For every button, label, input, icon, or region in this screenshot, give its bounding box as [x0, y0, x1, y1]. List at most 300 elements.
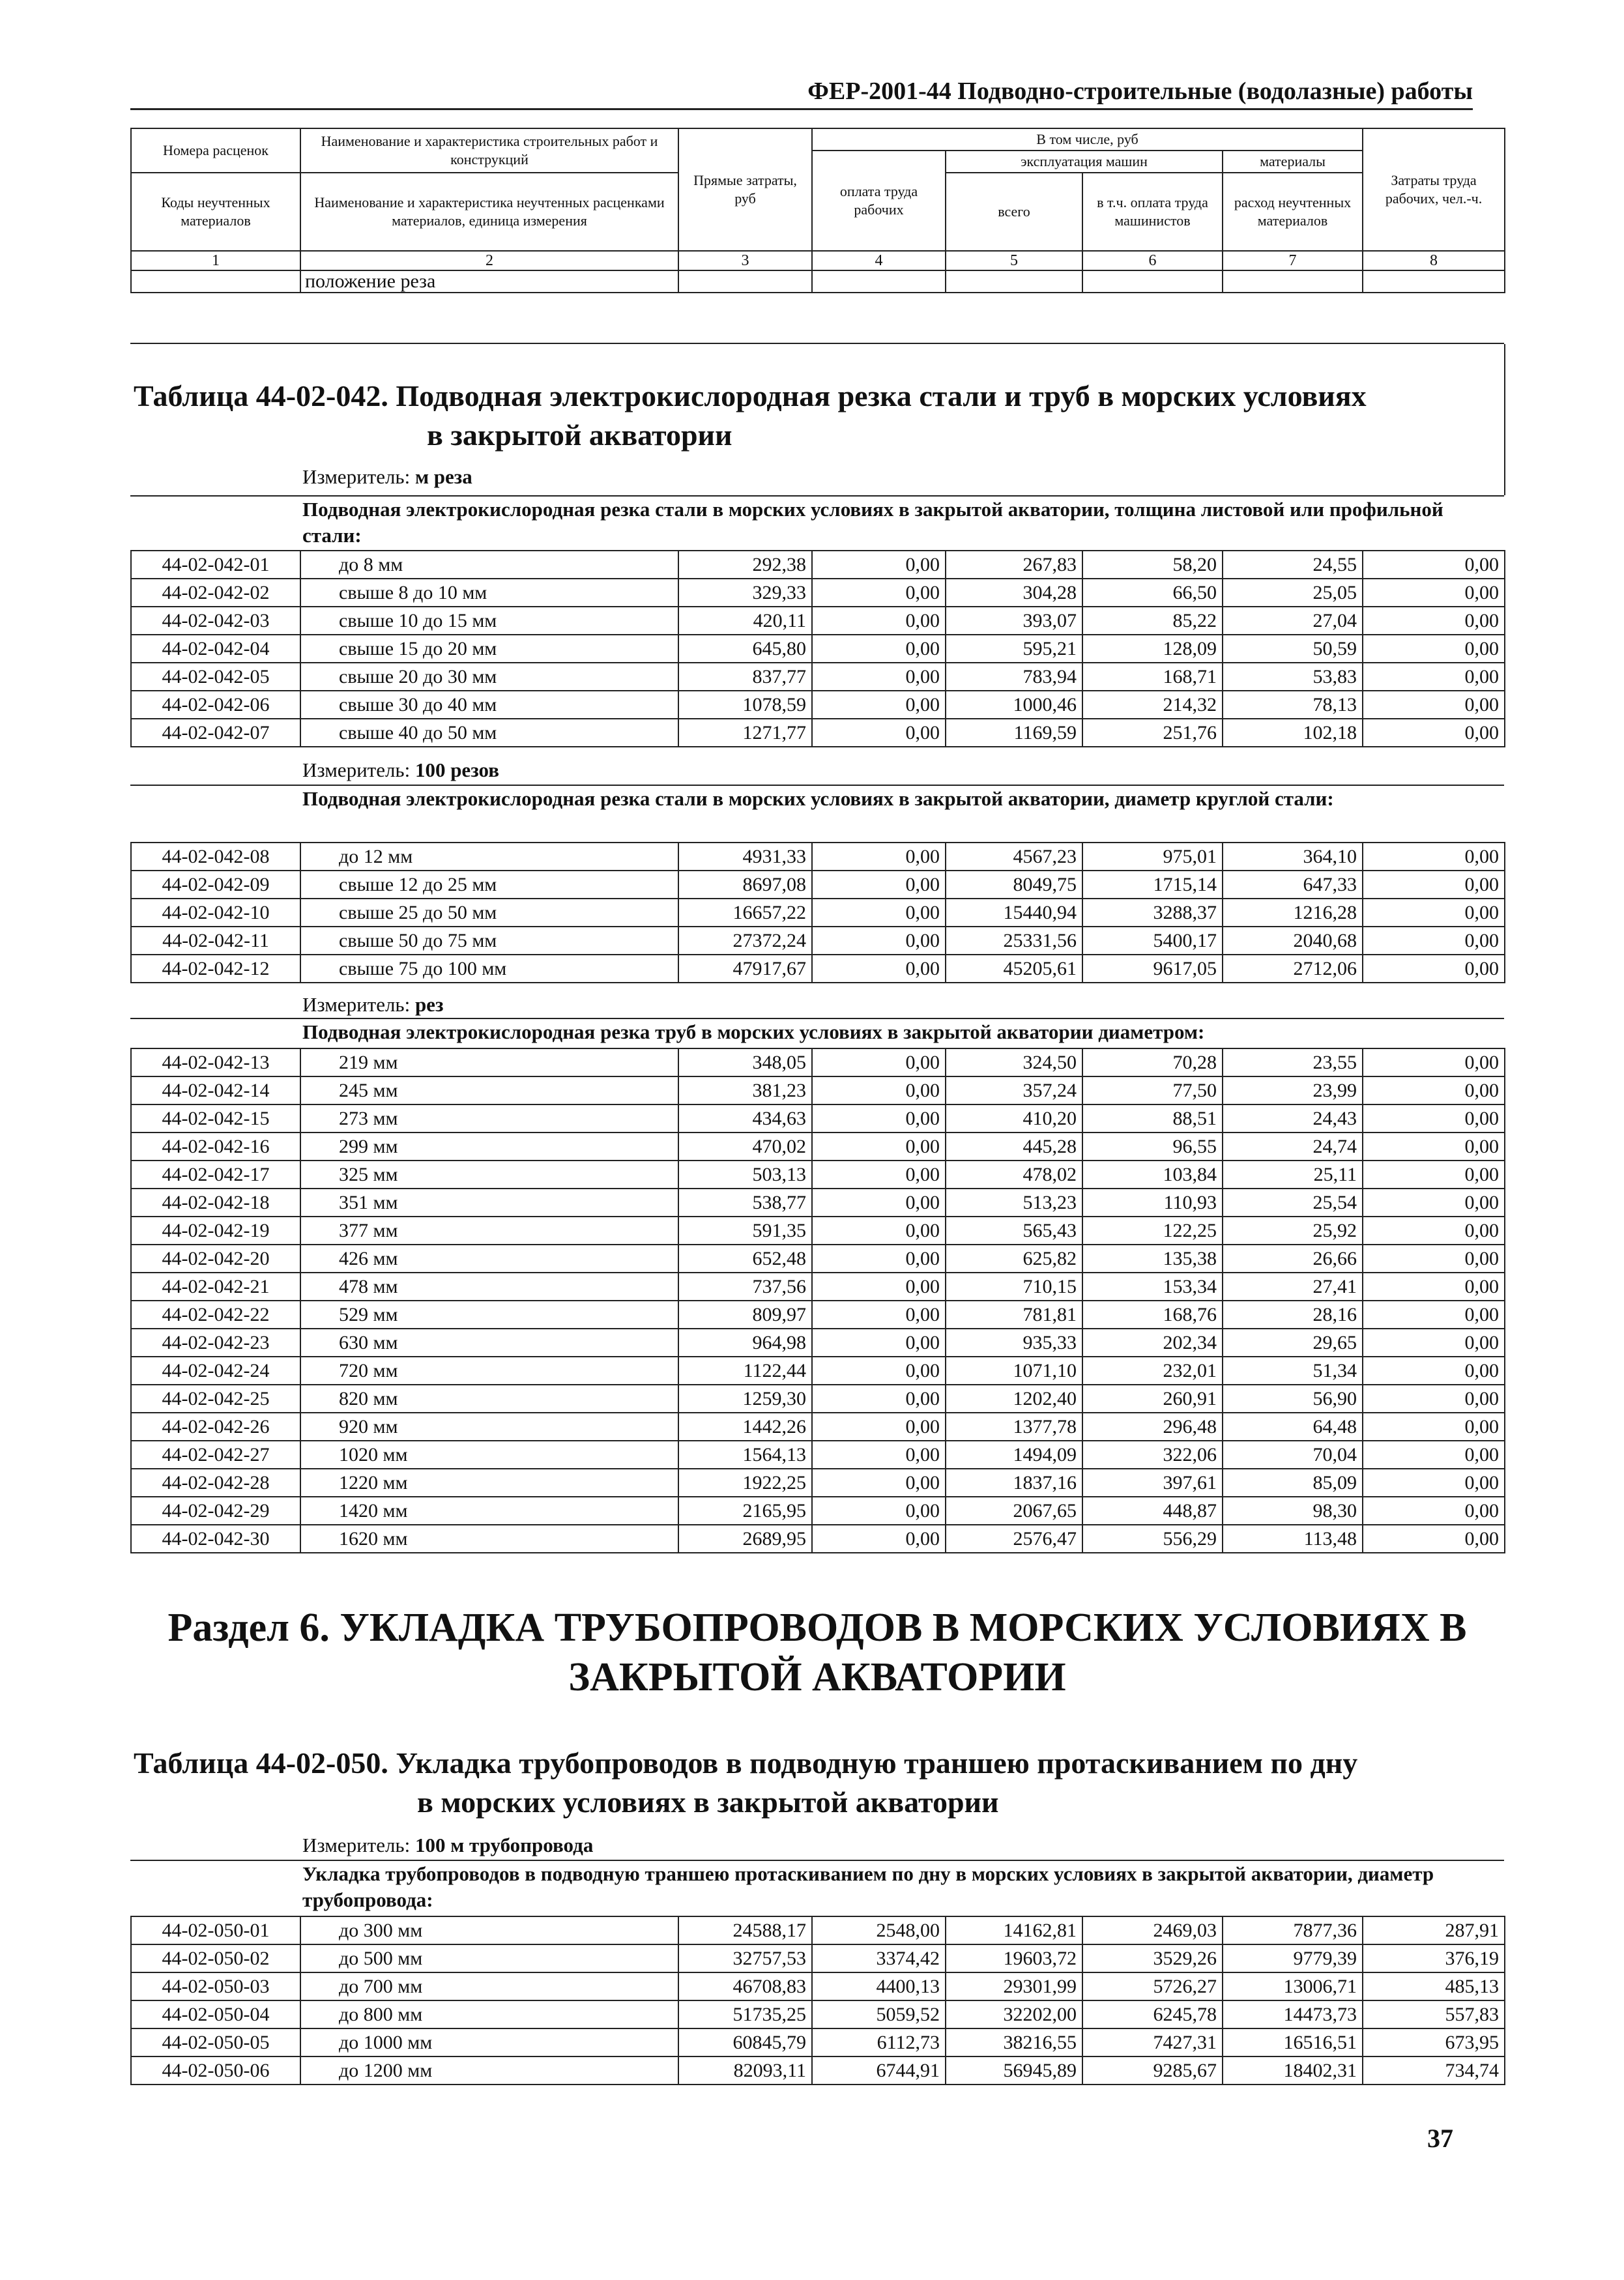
machinist-pay: 9285,67 — [1082, 2056, 1223, 2085]
machinist-pay: 128,09 — [1082, 635, 1223, 663]
labor-hours: 0,00 — [1363, 1104, 1505, 1133]
machinist-pay: 3529,26 — [1082, 1944, 1223, 1972]
rate-code: 44-02-050-04 — [131, 2000, 300, 2028]
work-name: до 8 мм — [300, 551, 678, 579]
work-name: свыше 12 до 25 мм — [300, 871, 678, 899]
table-row — [131, 1441, 1505, 1469]
measure-label: Измеритель: — [302, 1834, 411, 1856]
labor-pay: 4400,13 — [812, 1972, 946, 2000]
materials-cost: 102,18 — [1223, 719, 1363, 747]
labor-pay: 3374,42 — [812, 1944, 946, 1972]
work-name: до 800 мм — [300, 2000, 678, 2028]
labor-pay: 0,00 — [812, 1497, 946, 1525]
labor-hours: 0,00 — [1363, 927, 1505, 955]
measure-unit — [302, 1832, 593, 1858]
labor-hours: 0,00 — [1363, 1525, 1505, 1553]
col-number: 4 — [812, 251, 946, 270]
materials-cost: 2712,06 — [1223, 955, 1363, 983]
direct-cost: 1122,44 — [678, 1357, 812, 1385]
rate-code: 44-02-042-13 — [131, 1048, 300, 1076]
header-materials: материалы — [1223, 151, 1363, 173]
measure-label: Измеритель: — [302, 465, 411, 488]
machines-total: 267,83 — [946, 551, 1082, 579]
work-name: до 300 мм — [300, 1916, 678, 1944]
labor-hours: 0,00 — [1363, 579, 1505, 607]
rate-code: 44-02-042-21 — [131, 1273, 300, 1301]
materials-cost: 25,11 — [1223, 1161, 1363, 1189]
labor-hours: 0,00 — [1363, 1048, 1505, 1076]
machinist-pay: 110,93 — [1082, 1189, 1223, 1217]
machinist-pay: 103,84 — [1082, 1161, 1223, 1189]
machines-total: 25331,56 — [946, 927, 1082, 955]
materials-cost: 113,48 — [1223, 1525, 1363, 1553]
direct-cost: 16657,22 — [678, 899, 812, 927]
labor-hours: 0,00 — [1363, 1329, 1505, 1357]
machines-total: 357,24 — [946, 1076, 1082, 1104]
rate-code: 44-02-050-06 — [131, 2056, 300, 2085]
rate-code: 44-02-050-01 — [131, 1916, 300, 1944]
labor-hours: 0,00 — [1363, 899, 1505, 927]
materials-cost: 2040,68 — [1223, 927, 1363, 955]
machinist-pay: 3288,37 — [1082, 899, 1223, 927]
table-row — [131, 607, 1505, 635]
labor-pay: 6744,91 — [812, 2056, 946, 2085]
labor-pay: 0,00 — [812, 607, 946, 635]
materials-cost: 7877,36 — [1223, 1916, 1363, 1944]
labor-pay: 6112,73 — [812, 2028, 946, 2056]
machines-total: 32202,00 — [946, 2000, 1082, 2028]
materials-cost: 24,74 — [1223, 1133, 1363, 1161]
rate-code: 44-02-042-09 — [131, 871, 300, 899]
materials-cost: 56,90 — [1223, 1385, 1363, 1413]
labor-hours: 557,83 — [1363, 2000, 1505, 2028]
machines-total: 625,82 — [946, 1245, 1082, 1273]
work-name: свыше 40 до 50 мм — [300, 719, 678, 747]
section-title-line2: ЗАКРЫТОЙ АКВАТОРИИ — [568, 1655, 1066, 1699]
rate-code: 44-02-042-03 — [131, 607, 300, 635]
machines-total: 14162,81 — [946, 1916, 1082, 1944]
work-name: свыше 10 до 15 мм — [300, 607, 678, 635]
work-name: свыше 15 до 20 мм — [300, 635, 678, 663]
machines-total: 45205,61 — [946, 955, 1082, 983]
table-042-caption-line2: в закрытой акватории — [427, 418, 732, 452]
direct-cost: 8697,08 — [678, 871, 812, 899]
work-name: 273 мм — [300, 1104, 678, 1133]
machinist-pay: 70,28 — [1082, 1048, 1223, 1076]
direct-cost: 292,38 — [678, 551, 812, 579]
work-name: 529 мм — [300, 1301, 678, 1329]
materials-cost: 26,66 — [1223, 1245, 1363, 1273]
machinist-pay: 5726,27 — [1082, 1972, 1223, 2000]
direct-cost: 1922,25 — [678, 1469, 812, 1497]
measure-value: 100 резов — [414, 758, 499, 781]
work-name: 1220 мм — [300, 1469, 678, 1497]
rate-code: 44-02-042-04 — [131, 635, 300, 663]
table-row — [131, 1497, 1505, 1525]
table-row — [131, 1385, 1505, 1413]
group-description: Укладка трубопроводов в подводную траншею протаскиванием по дну в морских условиях в закрытой акватории, диаметр трубопровода: — [302, 1862, 1434, 1911]
materials-cost: 24,55 — [1223, 551, 1363, 579]
materials-cost: 18402,31 — [1223, 2056, 1363, 2085]
rate-code: 44-02-042-24 — [131, 1357, 300, 1385]
machinist-pay: 168,76 — [1082, 1301, 1223, 1329]
measure-unit — [302, 464, 472, 490]
direct-cost: 2165,95 — [678, 1497, 812, 1525]
labor-hours: 0,00 — [1363, 1385, 1505, 1413]
header-col8: Затраты труда рабочих, чел.-ч. — [1363, 128, 1505, 251]
work-name: 820 мм — [300, 1385, 678, 1413]
machinist-pay: 85,22 — [1082, 607, 1223, 635]
labor-hours: 0,00 — [1363, 719, 1505, 747]
materials-cost: 16516,51 — [1223, 2028, 1363, 2056]
labor-hours: 0,00 — [1363, 691, 1505, 719]
measure-unit — [302, 992, 443, 1018]
machines-total: 38216,55 — [946, 2028, 1082, 2056]
header-machines: эксплуатация машин — [946, 151, 1223, 173]
rate-code: 44-02-050-02 — [131, 1944, 300, 1972]
direct-cost: 809,97 — [678, 1301, 812, 1329]
materials-cost: 64,48 — [1223, 1413, 1363, 1441]
machinist-pay: 168,71 — [1082, 663, 1223, 691]
machinist-pay: 88,51 — [1082, 1104, 1223, 1133]
direct-cost: 652,48 — [678, 1245, 812, 1273]
machinist-pay: 260,91 — [1082, 1385, 1223, 1413]
col-number: 1 — [131, 251, 300, 270]
labor-hours: 287,91 — [1363, 1916, 1505, 1944]
machines-total: 1169,59 — [946, 719, 1082, 747]
materials-cost: 13006,71 — [1223, 1972, 1363, 2000]
labor-pay: 0,00 — [812, 579, 946, 607]
machines-total: 56945,89 — [946, 2056, 1082, 2085]
materials-cost: 25,92 — [1223, 1217, 1363, 1245]
machinist-pay: 5400,17 — [1082, 927, 1223, 955]
header-col4: оплата труда рабочих — [812, 151, 946, 251]
labor-hours: 0,00 — [1363, 1357, 1505, 1385]
machines-total: 304,28 — [946, 579, 1082, 607]
rate-code: 44-02-042-29 — [131, 1497, 300, 1525]
labor-hours: 673,95 — [1363, 2028, 1505, 2056]
labor-pay: 0,00 — [812, 871, 946, 899]
labor-hours: 0,00 — [1363, 1413, 1505, 1441]
direct-cost: 329,33 — [678, 579, 812, 607]
labor-hours: 0,00 — [1363, 843, 1505, 871]
labor-pay: 0,00 — [812, 1104, 946, 1133]
labor-pay: 0,00 — [812, 551, 946, 579]
direct-cost: 1078,59 — [678, 691, 812, 719]
machinist-pay: 251,76 — [1082, 719, 1223, 747]
table-row — [131, 2028, 1505, 2056]
table-row — [131, 1273, 1505, 1301]
labor-pay: 0,00 — [812, 1469, 946, 1497]
labor-pay: 0,00 — [812, 719, 946, 747]
measure-value: м реза — [414, 465, 472, 488]
machines-total: 4567,23 — [946, 843, 1082, 871]
machines-total: 8049,75 — [946, 871, 1082, 899]
machinist-pay: 975,01 — [1082, 843, 1223, 871]
table-row — [131, 2000, 1505, 2028]
rate-code: 44-02-042-02 — [131, 579, 300, 607]
header-col1-top: Номера расценок — [131, 128, 300, 173]
labor-pay: 0,00 — [812, 635, 946, 663]
table-row — [131, 1944, 1505, 1972]
rates-table-042-b — [130, 842, 1505, 983]
measure-unit — [302, 757, 499, 783]
machinist-pay: 66,50 — [1082, 579, 1223, 607]
labor-pay: 5059,52 — [812, 2000, 946, 2028]
machines-total: 393,07 — [946, 607, 1082, 635]
work-name: до 12 мм — [300, 843, 678, 871]
machinist-pay: 122,25 — [1082, 1217, 1223, 1245]
rate-code: 44-02-042-30 — [131, 1525, 300, 1553]
labor-hours: 0,00 — [1363, 1245, 1505, 1273]
materials-cost: 647,33 — [1223, 871, 1363, 899]
rate-code: 44-02-050-03 — [131, 1972, 300, 2000]
direct-cost: 348,05 — [678, 1048, 812, 1076]
direct-cost: 645,80 — [678, 635, 812, 663]
group-description: Подводная электрокислородная резка труб в морских условиях в закрытой акватории диаметром: — [302, 1020, 1205, 1043]
direct-cost: 964,98 — [678, 1329, 812, 1357]
machinist-pay: 296,48 — [1082, 1413, 1223, 1441]
labor-hours: 0,00 — [1363, 1301, 1505, 1329]
labor-pay: 0,00 — [812, 843, 946, 871]
machines-total: 1202,40 — [946, 1385, 1082, 1413]
group-description: Подводная электрокислородная резка стали в морских условиях в закрытой акватории, толщина листовой или профильной стали: — [302, 498, 1443, 547]
rate-code: 44-02-042-22 — [131, 1301, 300, 1329]
rate-code: 44-02-042-14 — [131, 1076, 300, 1104]
labor-pay: 0,00 — [812, 1133, 946, 1161]
direct-cost: 1442,26 — [678, 1413, 812, 1441]
table-row — [131, 1048, 1505, 1076]
table-row — [131, 579, 1505, 607]
table-row — [131, 1329, 1505, 1357]
labor-hours: 485,13 — [1363, 1972, 1505, 2000]
direct-cost: 24588,17 — [678, 1916, 812, 1944]
labor-hours: 0,00 — [1363, 1133, 1505, 1161]
direct-cost: 591,35 — [678, 1217, 812, 1245]
direct-cost: 51735,25 — [678, 2000, 812, 2028]
rate-code: 44-02-042-28 — [131, 1469, 300, 1497]
table-row — [131, 1217, 1505, 1245]
work-name: 630 мм — [300, 1329, 678, 1357]
work-name: свыше 25 до 50 мм — [300, 899, 678, 927]
header-group: В том числе, руб — [812, 128, 1363, 151]
work-name: 920 мм — [300, 1413, 678, 1441]
machines-total: 565,43 — [946, 1217, 1082, 1245]
rate-code: 44-02-042-20 — [131, 1245, 300, 1273]
materials-cost: 85,09 — [1223, 1469, 1363, 1497]
direct-cost: 60845,79 — [678, 2028, 812, 2056]
machinist-pay: 9617,05 — [1082, 955, 1223, 983]
labor-pay: 0,00 — [812, 899, 946, 927]
labor-pay: 0,00 — [812, 1385, 946, 1413]
labor-hours: 0,00 — [1363, 1273, 1505, 1301]
materials-cost: 28,16 — [1223, 1301, 1363, 1329]
labor-pay: 0,00 — [812, 1217, 946, 1245]
rate-code: 44-02-042-06 — [131, 691, 300, 719]
labor-pay: 0,00 — [812, 1525, 946, 1553]
table-row — [131, 691, 1505, 719]
materials-cost: 23,99 — [1223, 1076, 1363, 1104]
machinist-pay: 448,87 — [1082, 1497, 1223, 1525]
measure-value: рез — [414, 993, 444, 1016]
col-number: 7 — [1223, 251, 1363, 270]
machines-total: 1494,09 — [946, 1441, 1082, 1469]
direct-cost: 737,56 — [678, 1273, 812, 1301]
table-row — [131, 1357, 1505, 1385]
machines-total: 595,21 — [946, 635, 1082, 663]
table-row — [131, 1104, 1505, 1133]
table-row — [131, 1245, 1505, 1273]
table-050-caption-line1: Таблица 44-02-050. Укладка трубопроводов в подводную траншею протаскиванием по дну — [134, 1746, 1358, 1780]
labor-pay: 0,00 — [812, 1413, 946, 1441]
machinist-pay: 556,29 — [1082, 1525, 1223, 1553]
rate-code: 44-02-042-12 — [131, 955, 300, 983]
machinist-pay: 7427,31 — [1082, 2028, 1223, 2056]
work-name: 299 мм — [300, 1133, 678, 1161]
rate-code: 44-02-042-11 — [131, 927, 300, 955]
direct-cost: 2689,95 — [678, 1525, 812, 1553]
direct-cost: 82093,11 — [678, 2056, 812, 2085]
continuation-text: положение реза — [300, 270, 678, 293]
table-row — [131, 635, 1505, 663]
machines-total: 1071,10 — [946, 1357, 1082, 1385]
work-name: 426 мм — [300, 1245, 678, 1273]
work-name: 377 мм — [300, 1217, 678, 1245]
machinist-pay: 96,55 — [1082, 1133, 1223, 1161]
machines-total: 513,23 — [946, 1189, 1082, 1217]
direct-cost: 470,02 — [678, 1133, 812, 1161]
labor-pay: 0,00 — [812, 1357, 946, 1385]
machines-total: 783,94 — [946, 663, 1082, 691]
rate-code: 44-02-042-15 — [131, 1104, 300, 1133]
direct-cost: 47917,67 — [678, 955, 812, 983]
machinist-pay: 1715,14 — [1082, 871, 1223, 899]
measure-value: 100 м трубопровода — [414, 1834, 594, 1856]
labor-pay: 0,00 — [812, 691, 946, 719]
direct-cost: 1564,13 — [678, 1441, 812, 1469]
col-number: 8 — [1363, 251, 1505, 270]
work-name: до 1200 мм — [300, 2056, 678, 2085]
direct-cost: 1271,77 — [678, 719, 812, 747]
labor-hours: 0,00 — [1363, 635, 1505, 663]
work-name: свыше 8 до 10 мм — [300, 579, 678, 607]
work-name: 351 мм — [300, 1189, 678, 1217]
work-name: 325 мм — [300, 1161, 678, 1189]
header-col5: всего — [946, 173, 1082, 251]
table-row — [131, 843, 1505, 871]
labor-pay: 2548,00 — [812, 1916, 946, 1944]
labor-hours: 0,00 — [1363, 1161, 1505, 1189]
table-row — [131, 719, 1505, 747]
materials-cost: 23,55 — [1223, 1048, 1363, 1076]
rate-code: 44-02-042-26 — [131, 1413, 300, 1441]
direct-cost: 837,77 — [678, 663, 812, 691]
materials-cost: 9779,39 — [1223, 1944, 1363, 1972]
labor-hours: 0,00 — [1363, 1497, 1505, 1525]
work-name: до 500 мм — [300, 1944, 678, 1972]
rate-code: 44-02-042-10 — [131, 899, 300, 927]
direct-cost: 538,77 — [678, 1189, 812, 1217]
materials-cost: 27,04 — [1223, 607, 1363, 635]
table-050-caption — [134, 1744, 1509, 1822]
machines-total: 710,15 — [946, 1273, 1082, 1301]
machinist-pay: 214,32 — [1082, 691, 1223, 719]
rate-code: 44-02-042-19 — [131, 1217, 300, 1245]
rates-table-050 — [130, 1916, 1505, 2085]
rate-code: 44-02-042-16 — [131, 1133, 300, 1161]
labor-pay: 0,00 — [812, 1189, 946, 1217]
work-name: 478 мм — [300, 1273, 678, 1301]
rate-code: 44-02-042-07 — [131, 719, 300, 747]
labor-hours: 0,00 — [1363, 955, 1505, 983]
table-row — [131, 1161, 1505, 1189]
work-name: свыше 20 до 30 мм — [300, 663, 678, 691]
rates-table-042-a — [130, 550, 1505, 747]
labor-hours: 734,74 — [1363, 2056, 1505, 2085]
machines-total: 1377,78 — [946, 1413, 1082, 1441]
machines-total: 445,28 — [946, 1133, 1082, 1161]
labor-hours: 0,00 — [1363, 1441, 1505, 1469]
machines-total: 781,81 — [946, 1301, 1082, 1329]
rate-code: 44-02-042-27 — [131, 1441, 300, 1469]
table-row — [131, 1916, 1505, 1944]
table-050-caption-line2: в морских условиях в закрытой акватории — [417, 1785, 999, 1819]
work-name: до 700 мм — [300, 1972, 678, 2000]
col-number: 6 — [1082, 251, 1223, 270]
rate-code: 44-02-042-08 — [131, 843, 300, 871]
work-name: 1620 мм — [300, 1525, 678, 1553]
table-042-caption — [134, 377, 1509, 455]
table-row — [131, 871, 1505, 899]
direct-cost: 32757,53 — [678, 1944, 812, 1972]
labor-pay: 0,00 — [812, 1441, 946, 1469]
labor-hours: 0,00 — [1363, 607, 1505, 635]
direct-cost: 434,63 — [678, 1104, 812, 1133]
table-row — [131, 1076, 1505, 1104]
materials-cost: 53,83 — [1223, 663, 1363, 691]
machinist-pay: 202,34 — [1082, 1329, 1223, 1357]
machines-total: 1837,16 — [946, 1469, 1082, 1497]
machines-total: 29301,99 — [946, 1972, 1082, 2000]
machinist-pay: 135,38 — [1082, 1245, 1223, 1273]
labor-hours: 0,00 — [1363, 1189, 1505, 1217]
rate-code: 44-02-042-25 — [131, 1385, 300, 1413]
materials-cost: 25,54 — [1223, 1189, 1363, 1217]
running-header: ФЕР-2001-44 Подводно-строительные (водолазные) работы — [130, 77, 1473, 110]
section-title — [130, 1603, 1504, 1702]
col-number: 2 — [300, 251, 678, 270]
materials-cost: 51,34 — [1223, 1357, 1363, 1385]
work-name: свыше 75 до 100 мм — [300, 955, 678, 983]
table-row — [131, 551, 1505, 579]
rate-code: 44-02-050-05 — [131, 2028, 300, 2056]
table-row — [131, 955, 1505, 983]
machinist-pay: 153,34 — [1082, 1273, 1223, 1301]
machines-total: 15440,94 — [946, 899, 1082, 927]
table-row — [131, 1189, 1505, 1217]
column-header-table — [130, 128, 1505, 293]
machines-total: 478,02 — [946, 1161, 1082, 1189]
table-row — [131, 1133, 1505, 1161]
labor-hours: 0,00 — [1363, 663, 1505, 691]
labor-pay: 0,00 — [812, 1161, 946, 1189]
rate-code: 44-02-042-23 — [131, 1329, 300, 1357]
machines-total: 1000,46 — [946, 691, 1082, 719]
page-number: 37 — [1427, 2124, 1453, 2153]
labor-pay: 0,00 — [812, 663, 946, 691]
work-name: до 1000 мм — [300, 2028, 678, 2056]
header-col2-top: Наименование и характеристика строительных работ и конструкций — [300, 128, 678, 173]
